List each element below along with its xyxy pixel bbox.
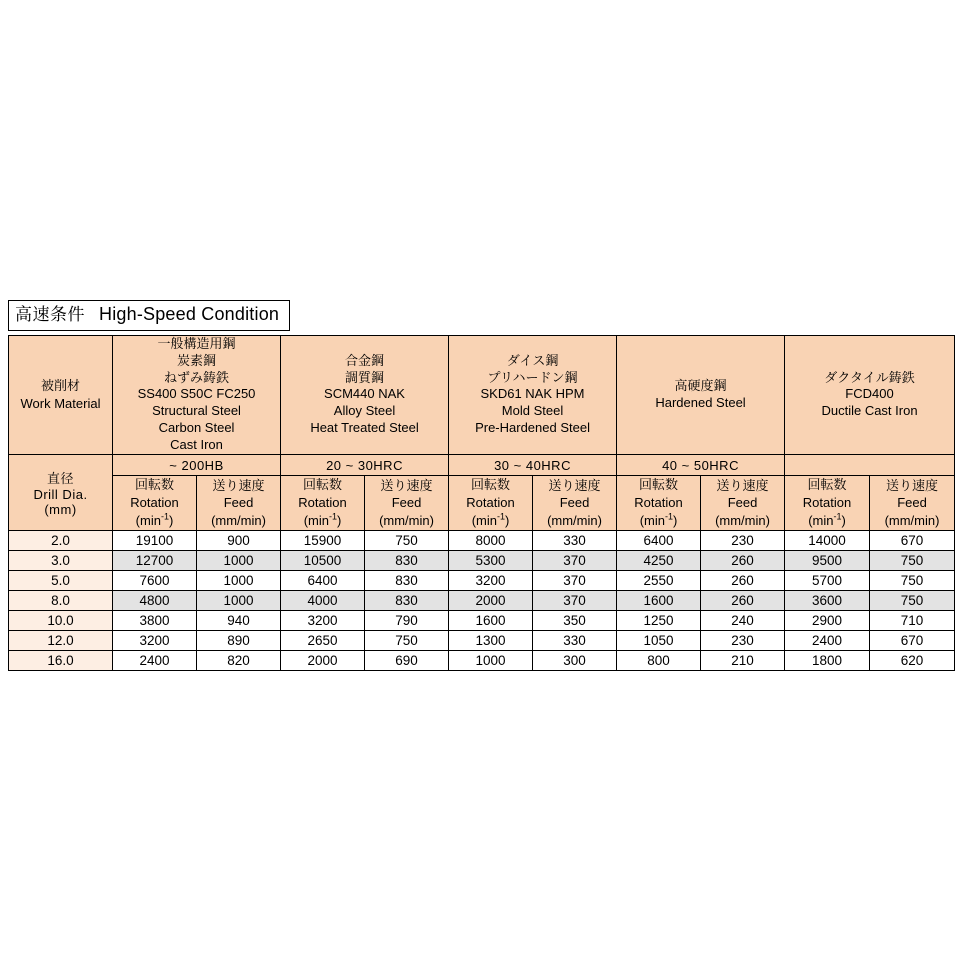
- material-cell-2: [281, 335, 449, 454]
- cell-value: 2900: [785, 611, 870, 631]
- table-row: [9, 571, 955, 591]
- material-line: Cast Iron: [170, 437, 223, 453]
- cell-value: 3200: [113, 631, 197, 651]
- cell-value: 690: [365, 651, 449, 671]
- cell-value: 1600: [617, 591, 701, 611]
- cell-value: 2650: [281, 631, 365, 651]
- cell-value: 800: [617, 651, 701, 671]
- work-material-header: [9, 335, 113, 454]
- material-cell-1: [113, 335, 281, 454]
- material-line: Alloy Steel: [333, 403, 396, 419]
- cutting-condition-table: [8, 335, 955, 671]
- cell-value: 10500: [281, 551, 365, 571]
- condition-sheet: [8, 300, 954, 671]
- cell-value: 790: [365, 611, 449, 631]
- rotation-header-4: 回転数 Rotation $(\min^{-1})$: [617, 476, 701, 531]
- cell-value: 830: [365, 571, 449, 591]
- material-line: ダクタイル鋳鉄: [824, 369, 915, 385]
- cell-value: 240: [701, 611, 785, 631]
- work-material-header-en: Work Material: [20, 395, 101, 411]
- work-material-header-jp: 被削材: [40, 377, 80, 393]
- table-row: [9, 631, 955, 651]
- cell-value: 5300: [449, 551, 533, 571]
- table-row: [9, 531, 955, 551]
- material-line: 高硬度鋼: [674, 378, 727, 394]
- drill-dia-header-en: Drill Dia.: [33, 487, 88, 503]
- row-dia: 3.0: [9, 551, 113, 571]
- cell-value: 19100: [113, 531, 197, 551]
- cell-value: 12700: [113, 551, 197, 571]
- material-cell-4: [617, 335, 785, 454]
- cell-value: 620: [870, 651, 955, 671]
- cell-value: 260: [701, 551, 785, 571]
- cell-value: 210: [701, 651, 785, 671]
- cell-value: 900: [197, 531, 281, 551]
- cell-value: 1000: [197, 571, 281, 591]
- feed-header-4: 送り速度 Feed (mm/min): [701, 476, 785, 531]
- hardness-1: ~ 200HB: [113, 455, 281, 476]
- cell-value: 1800: [785, 651, 870, 671]
- cell-value: 3200: [281, 611, 365, 631]
- cell-value: 750: [365, 631, 449, 651]
- cell-value: 260: [701, 591, 785, 611]
- feed-header-2: 送り速度 Feed (mm/min): [365, 476, 449, 531]
- cell-value: 3200: [449, 571, 533, 591]
- cell-value: 2550: [617, 571, 701, 591]
- cell-value: 15900: [281, 531, 365, 551]
- material-line: SCM440 NAK: [324, 386, 405, 402]
- cell-value: 1000: [449, 651, 533, 671]
- row-dia: 12.0: [9, 631, 113, 651]
- material-line: Heat Treated Steel: [310, 420, 419, 436]
- cell-value: 1050: [617, 631, 701, 651]
- feed-header-5: 送り速度 Feed (mm/min): [870, 476, 955, 531]
- row-dia: 16.0: [9, 651, 113, 671]
- table-row: [9, 551, 955, 571]
- feed-header-jp: 送り速度: [212, 477, 265, 493]
- material-cell-3: [449, 335, 617, 454]
- feed-header-en: Feed: [223, 495, 254, 511]
- cell-value: 14000: [785, 531, 870, 551]
- material-line: Structural Steel: [152, 403, 241, 419]
- table-row: [9, 591, 955, 611]
- cell-value: 2400: [785, 631, 870, 651]
- material-line: SS400 S50C FC250: [137, 386, 256, 402]
- row-dia: 10.0: [9, 611, 113, 631]
- cell-value: 1300: [449, 631, 533, 651]
- row-dia: 2.0: [9, 531, 113, 551]
- cell-value: 350: [533, 611, 617, 631]
- cell-value: 3600: [785, 591, 870, 611]
- cell-value: 260: [701, 571, 785, 591]
- cell-value: 4000: [281, 591, 365, 611]
- material-cell-5: [785, 335, 955, 454]
- material-line: Carbon Steel: [158, 420, 235, 436]
- cell-value: 750: [870, 591, 955, 611]
- feed-header-3: 送り速度 Feed (mm/min): [533, 476, 617, 531]
- table-row: [9, 651, 955, 671]
- cell-value: 1600: [449, 611, 533, 631]
- cell-value: 4800: [113, 591, 197, 611]
- cell-value: 370: [533, 571, 617, 591]
- material-line: Hardened Steel: [655, 394, 746, 410]
- material-line: SKD61 NAK HPM: [480, 386, 585, 402]
- cell-value: 750: [870, 551, 955, 571]
- hardness-4: 40 ~ 50HRC: [617, 455, 785, 476]
- row-dia: 8.0: [9, 591, 113, 611]
- cell-value: 7600: [113, 571, 197, 591]
- section-title-jp: 高速条件: [15, 304, 85, 324]
- cell-value: 8000: [449, 531, 533, 551]
- material-line: ねずみ鋳鉄: [164, 369, 230, 385]
- rotation-header-unit: $(\min^{-1})$: [135, 512, 174, 529]
- feed-header-unit: (mm/min): [211, 512, 266, 528]
- cell-value: 820: [197, 651, 281, 671]
- cell-value: 2000: [281, 651, 365, 671]
- cell-value: 230: [701, 631, 785, 651]
- material-line: FCD400: [845, 386, 894, 402]
- hardness-2: 20 ~ 30HRC: [281, 455, 449, 476]
- cell-value: 2000: [449, 591, 533, 611]
- cell-value: 5700: [785, 571, 870, 591]
- material-line: ダイス鋼: [506, 352, 559, 368]
- drill-dia-header: [9, 455, 113, 531]
- cell-value: 330: [533, 531, 617, 551]
- drill-dia-header-unit: (mm): [44, 502, 77, 518]
- cell-value: 230: [701, 531, 785, 551]
- cell-value: 830: [365, 591, 449, 611]
- cell-value: 710: [870, 611, 955, 631]
- material-line: Mold Steel: [501, 403, 564, 419]
- section-title-en: High-Speed Condition: [99, 304, 280, 324]
- rotation-header-2: 回転数 Rotation $(\min^{-1})$: [281, 476, 365, 531]
- hardness-3: 30 ~ 40HRC: [449, 455, 617, 476]
- cell-value: 1000: [197, 551, 281, 571]
- cell-value: 3800: [113, 611, 197, 631]
- cell-value: 370: [533, 551, 617, 571]
- cell-value: 6400: [617, 531, 701, 551]
- cell-value: 750: [870, 571, 955, 591]
- subheader-row: [9, 476, 955, 531]
- hardness-row: [9, 455, 955, 476]
- rotation-header-en: Rotation: [130, 494, 179, 510]
- material-line: Ductile Cast Iron: [821, 403, 918, 419]
- section-title-box: [8, 300, 290, 331]
- cell-value: 300: [533, 651, 617, 671]
- rotation-header-1: [113, 476, 197, 531]
- cell-value: 1250: [617, 611, 701, 631]
- cell-value: 370: [533, 591, 617, 611]
- cell-value: 330: [533, 631, 617, 651]
- material-line: 炭素鋼: [177, 352, 217, 368]
- row-dia: 5.0: [9, 571, 113, 591]
- cell-value: 670: [870, 631, 955, 651]
- material-line: 一般構造用鋼: [157, 335, 236, 351]
- material-line: 合金鋼: [345, 352, 385, 368]
- cell-value: 940: [197, 611, 281, 631]
- material-line: プリハードン鋼: [487, 369, 578, 385]
- rotation-header-jp: 回転数: [134, 477, 174, 493]
- drill-dia-header-jp: 直径: [46, 471, 74, 487]
- rotation-header-5: 回転数 Rotation $(\min^{-1})$: [785, 476, 870, 531]
- cell-value: 9500: [785, 551, 870, 571]
- cell-value: 2400: [113, 651, 197, 671]
- material-line: 調質鋼: [345, 369, 385, 385]
- cell-value: 890: [197, 631, 281, 651]
- material-line: Pre-Hardened Steel: [475, 420, 590, 436]
- cell-value: 1000: [197, 591, 281, 611]
- hardness-5: [785, 455, 955, 476]
- table-row: [9, 611, 955, 631]
- cell-value: 750: [365, 531, 449, 551]
- material-header-row: [9, 335, 955, 454]
- cell-value: 830: [365, 551, 449, 571]
- cell-value: 670: [870, 531, 955, 551]
- feed-header-1: [197, 476, 281, 531]
- cell-value: 4250: [617, 551, 701, 571]
- cell-value: 6400: [281, 571, 365, 591]
- rotation-header-3: 回転数 Rotation $(\min^{-1})$: [449, 476, 533, 531]
